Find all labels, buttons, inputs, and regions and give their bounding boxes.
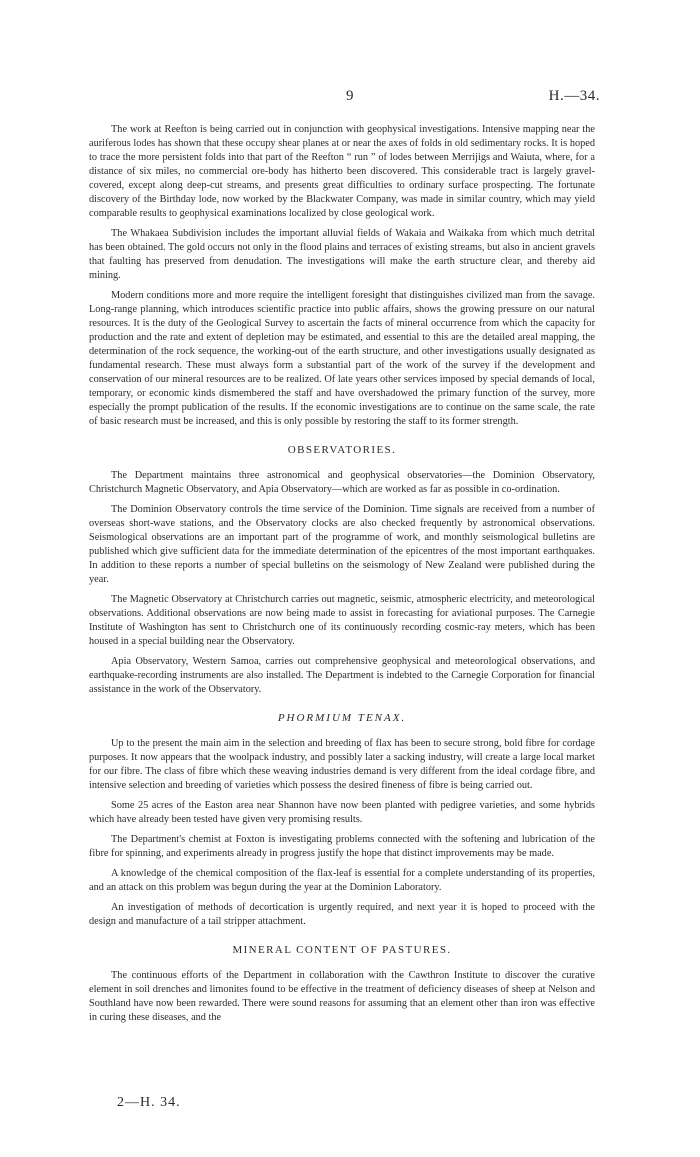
paragraph: Up to the present the main aim in the selection and breeding of flax has been to secure strong, bold fibre for cordage purposes. It now appears that the woolpack industry, and possibly later a sacking industry, will create a large local market for our fibre. The class of fibre which these weaving industries demand is very different from the ideal cordage fibre, and intensive selection and breeding of varieties which possess the desired fineness of fibre is being carried out. [89, 738, 595, 791]
paragraph: Apia Observatory, Western Samoa, carries out comprehensive geophysical and meteorological observations, and earthquake-recording instruments are also installed. The Department is indebted to the Carnegie Corporation for financial assistance in the work of the Observatory. [89, 656, 595, 695]
paragraph: The Dominion Observatory controls the time service of the Dominion. Time signals are received from a number of overseas short-wave stations, and the Observatory clocks are also checked frequently by astronomical observations. Seismological observations are an important part of the programme of work, and monthly seismological bulletins are published which give sufficient data for the immediate determination of the epicentres of the most important earthquakes. In addition to these reports a number of special bulletins on the seismology of New Zealand were published during the year. [89, 504, 595, 585]
paragraph: Modern conditions more and more require the intelligent foresight that distinguishes civilized man from the savage. Long-range planning, which introduces scientific practice into public affairs, shows the growing pressure on our natural resources. It is the duty of the Geological Survey to ascertain the facts of mineral occurrence from which the capacity for production and the rate and extent of depletion may be estimated, and essential to this are the detailed areal mapping, the determination of the rock sequence, the working-out of the earth structure, and other investigations usually designated as fundamental research. These must always form a substantial part of the work of the survey if the development and conservation of our mineral resources are to be realized. Of late years other services imposed by special demands of local, temporary, or economic kinds dismembered the staff and have overshadowed the primary function of the survey, more especially the prompt publication of the results. If the economic investigations are to continue on the same scale, the rate of basic research must be increased, and this is only possible by restoring the staff to its former strength. [89, 290, 595, 427]
section-heading: OBSERVATORIES. [287, 444, 397, 456]
paragraph: The Whakaea Subdivision includes the important alluvial fields of Wakaia and Waikaka from which much detrital has been obtained. The gold occurs not only in the flood plains and terraces of existing streams, but also in ancient gravels that faulting has preserved from denudation. The investigations will make the earth structure clear, and thereby aid mining. [89, 228, 595, 281]
report-body [89, 123, 595, 1031]
report-reference: H.—34. [548, 88, 600, 104]
paragraph: A knowledge of the chemical composition of the flax-leaf is essential for a complete understanding of its properties, and an attack on this problem was begun during the year at the Dominion Laboratory. [89, 868, 595, 893]
section-heading: MINERAL CONTENT OF PASTURES. [232, 944, 452, 956]
paragraph: The Department's chemist at Foxton is investigating problems connected with the softening and lubrication of the fibre for spinning, and experiments already in progress justify the hope that distinct improvements may be made. [89, 834, 595, 859]
paragraph: Some 25 acres of the Easton area near Shannon have now been planted with pedigree varieties, and some hybrids which have already been tested have given very promising results. [89, 800, 595, 825]
section-heading: PHORMIUM TENAX. [277, 712, 407, 724]
intro-section [89, 123, 595, 429]
paragraph: The work at Reefton is being carried out in conjunction with geophysical investigations. Intensive mapping near the auriferous lodes has shown that these occupy shear planes at or near the axes of folds in old sedimentary rocks. It is hoped to trace the more persistent folds into that part of the Reefton “ run ” of lodes between Merrijigs and Waiuta, where, for a distance of six miles, no commercial ore-body has hitherto been discovered. This considerable tract is largely gravel-covered, except along deep-cut streams, and presents great difficulties to ordinary surface prospecting. The fortunate discovery of the Birthday lode, now worked by the Blackwater Company, was made in similar country, which may yield comparable results to geophysical examinations localized by close geological work. [89, 124, 595, 219]
observatories-section [89, 443, 595, 697]
paragraph: The continuous efforts of the Department in collaboration with the Cawthron Institute to discover the curative element in soil drenches and limonites found to be effective in the treatment of deficiency diseases of sheep at Nelson and Southland have now been rewarded. There were sound reasons for assuming that an element other than iron was effective in curing these diseases, and the [89, 970, 595, 1023]
pastures-section [89, 943, 595, 1025]
signature-mark: 2—H. 34. [117, 1095, 181, 1110]
paragraph: The Magnetic Observatory at Christchurch carries out magnetic, seismic, atmospheric electricity, and meteorological observations. Additional observations are now being made to assist in forecasting for aviational purposes. The Carnegie Institute of Washington has sent to Christchurch one of its continuously recording cosmic-ray meters, which has been housed in a special building near the Observatory. [89, 594, 595, 647]
paragraph: An investigation of methods of decortication is urgently required, and next year it is hoped to proceed with the design and manufacture of a tail stripper attachment. [89, 902, 595, 927]
page-number: 9 [346, 88, 354, 104]
phormium-section [89, 711, 595, 929]
paragraph: The Department maintains three astronomical and geophysical observatories—the Dominion Observatory, Christchurch Magnetic Observatory, and Apia Observatory—which are worked as far as possible in co-ordination. [89, 470, 595, 495]
